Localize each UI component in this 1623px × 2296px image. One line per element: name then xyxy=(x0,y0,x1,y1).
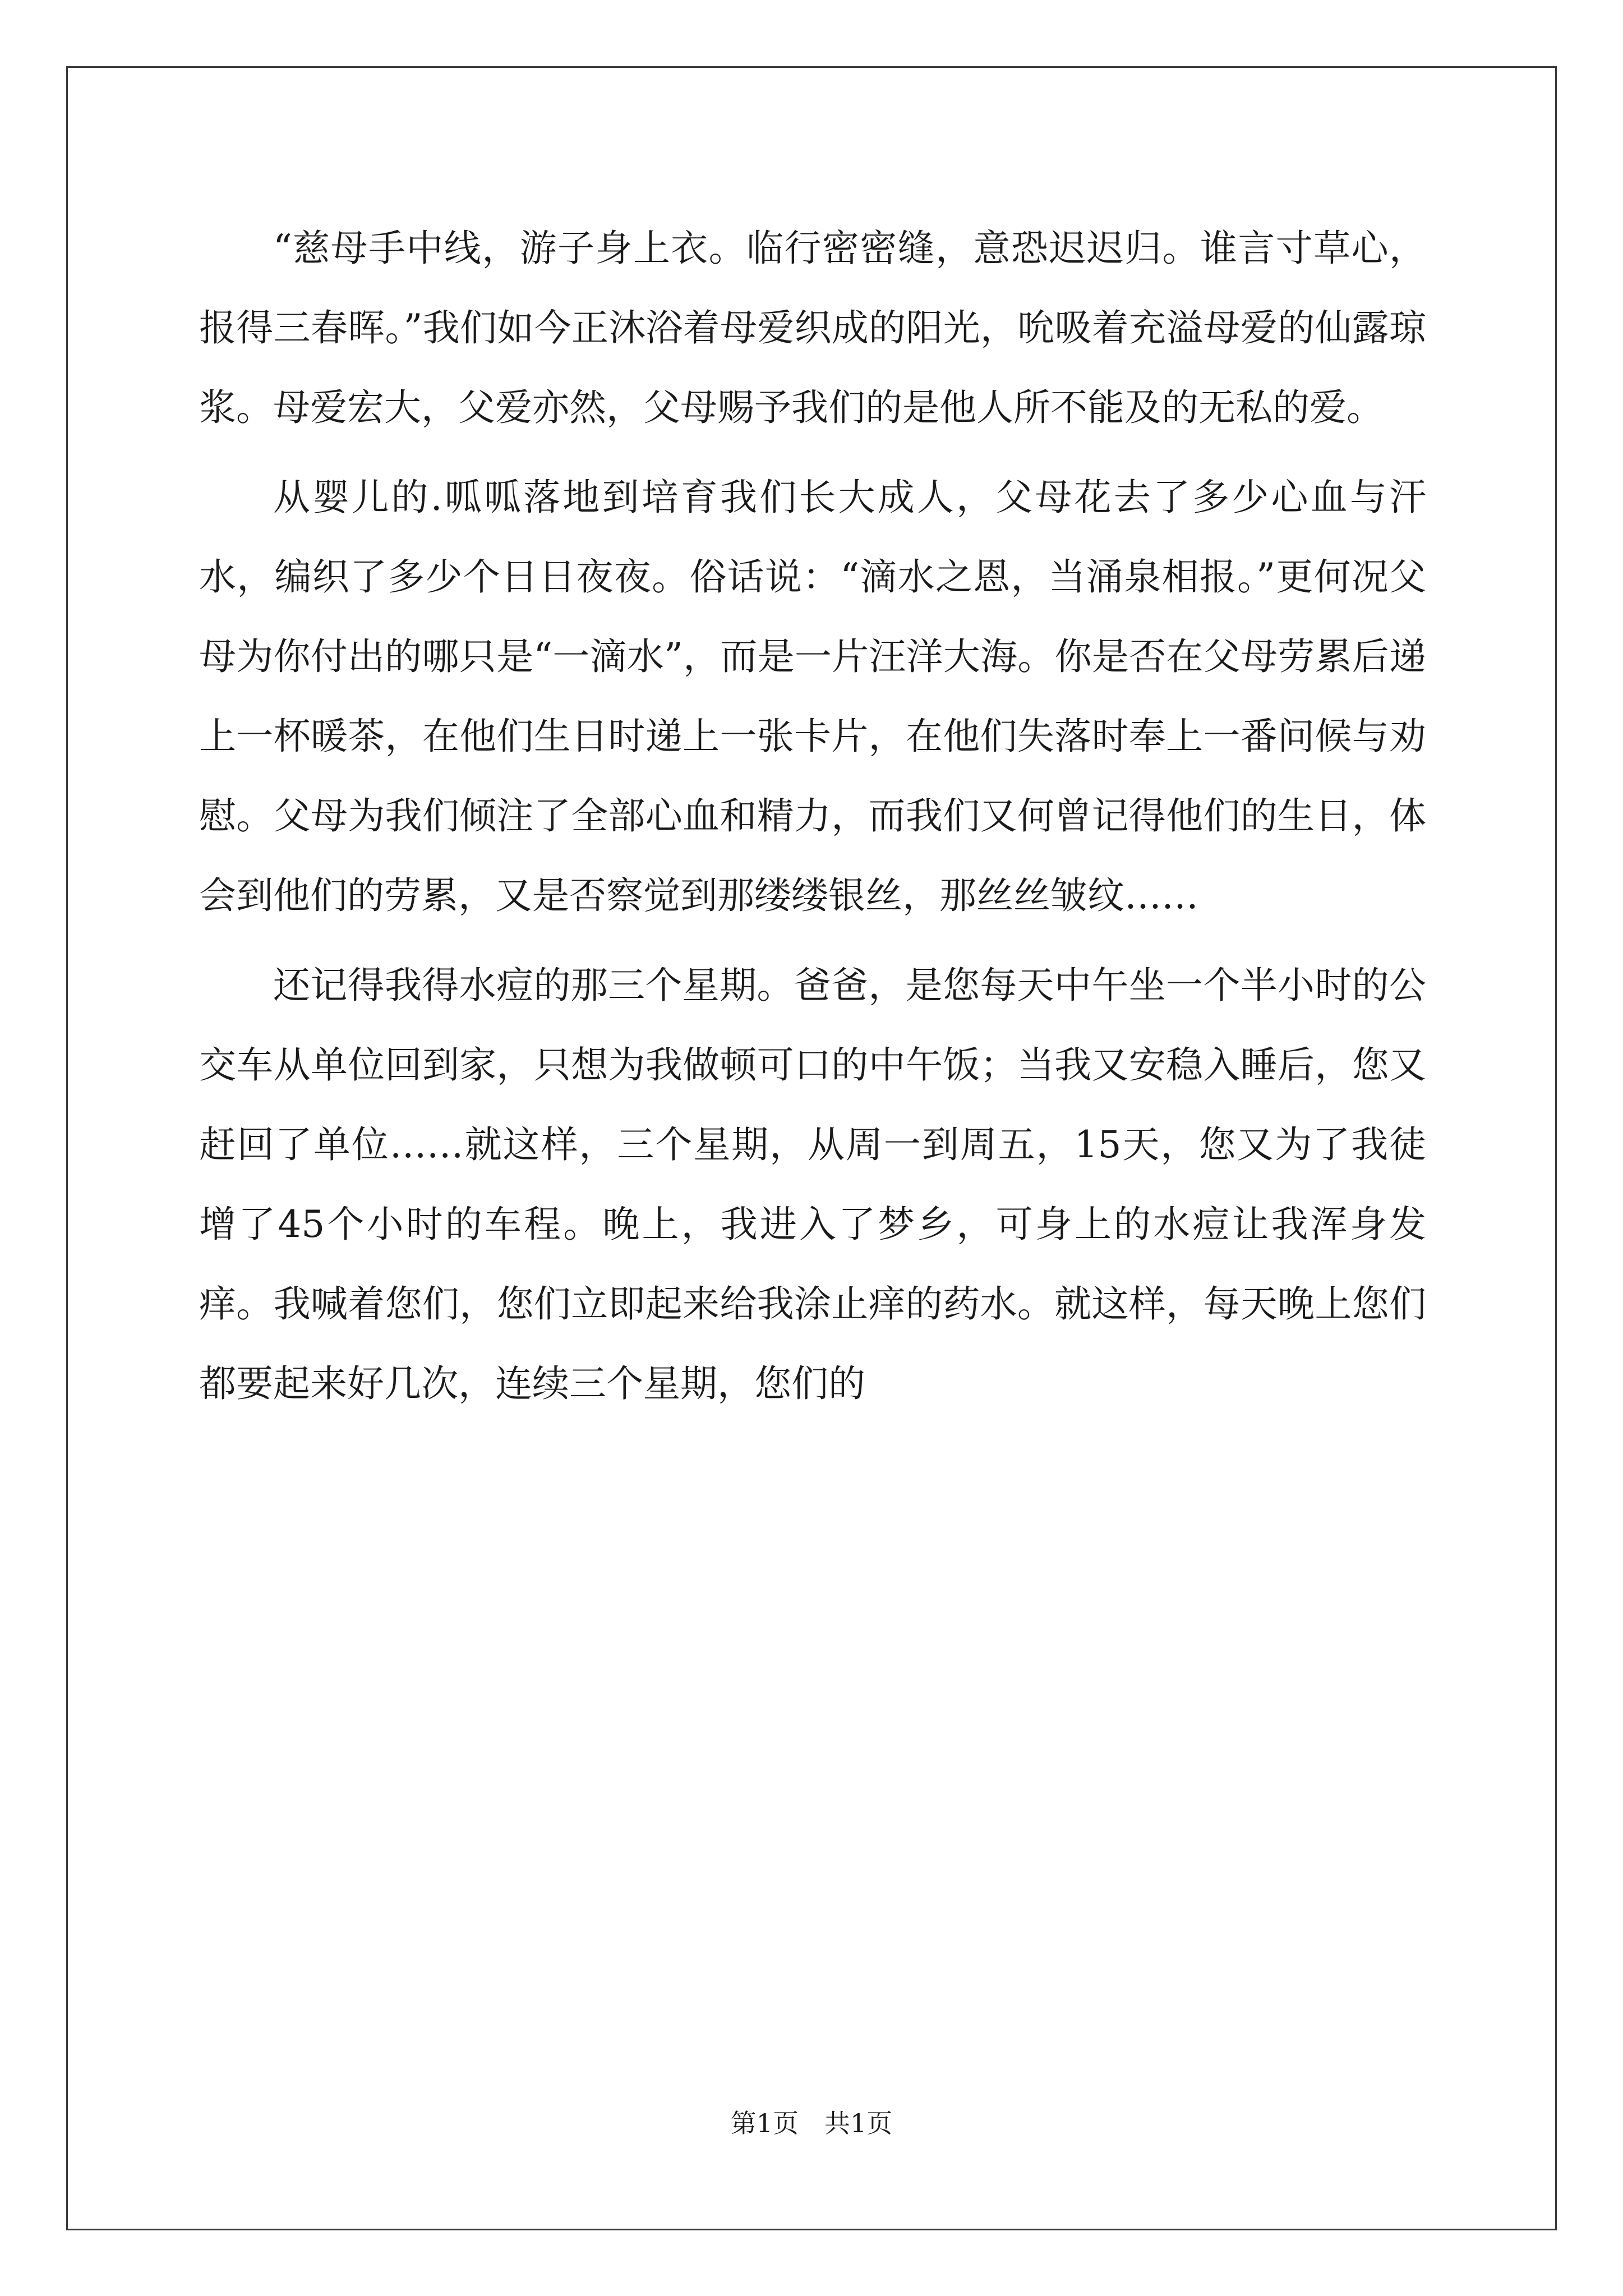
paragraph-1: “慈母手中线，游子身上衣。临行密密缝，意恐迟迟归。谁言寸草心，报得三春晖。”我们如今正沐浴着母爱织成的阳光，吮吸着充溢母爱的仙露琼浆。母爱宏大，父爱亦然，父母赐予我们的是他人所不能及的无私的爱。 xyxy=(199,227,1426,429)
document-body xyxy=(199,209,1426,1434)
paragraph-3: 还记得我得水痘的那三个星期。爸爸，是您每天中午坐一个半小时的公交车从单位回到家，只想为我做顿可口的中午饭；当我又安稳入睡后，您又赶回了单位……就这样，三个星期，从周一到周五，15天，您又为了我徒增了45个小时的车程。晚上，我进入了梦乡，可身上的水痘让我浑身发痒。我喊着您们，您们立即起来给我涂止痒的药水。就这样，每天晚上您们都要起来好几次，连续三个星期，您们的 xyxy=(199,964,1426,1405)
page-number-footer: 第1页 共1页 xyxy=(730,2108,893,2138)
paragraph-2: 从婴儿的.呱呱落地到培育我们长大成人，父母花去了多少心血与汗水，编织了多少个日日夜夜。俗话说：“滴水之恩，当涌泉相报。”更何况父母为你付出的哪只是“一滴水”，而是一片汪洋大海。你是否在父母劳累后递上一杯暖茶，在他们生日时递上一张卡片，在他们失落时奉上一番问候与劝慰。父母为我们倾注了全部心血和精力，而我们又何曾记得他们的生日，体会到他们的劳累，又是否察觉到那缕缕银丝，那丝丝皱纹…… xyxy=(199,476,1426,917)
